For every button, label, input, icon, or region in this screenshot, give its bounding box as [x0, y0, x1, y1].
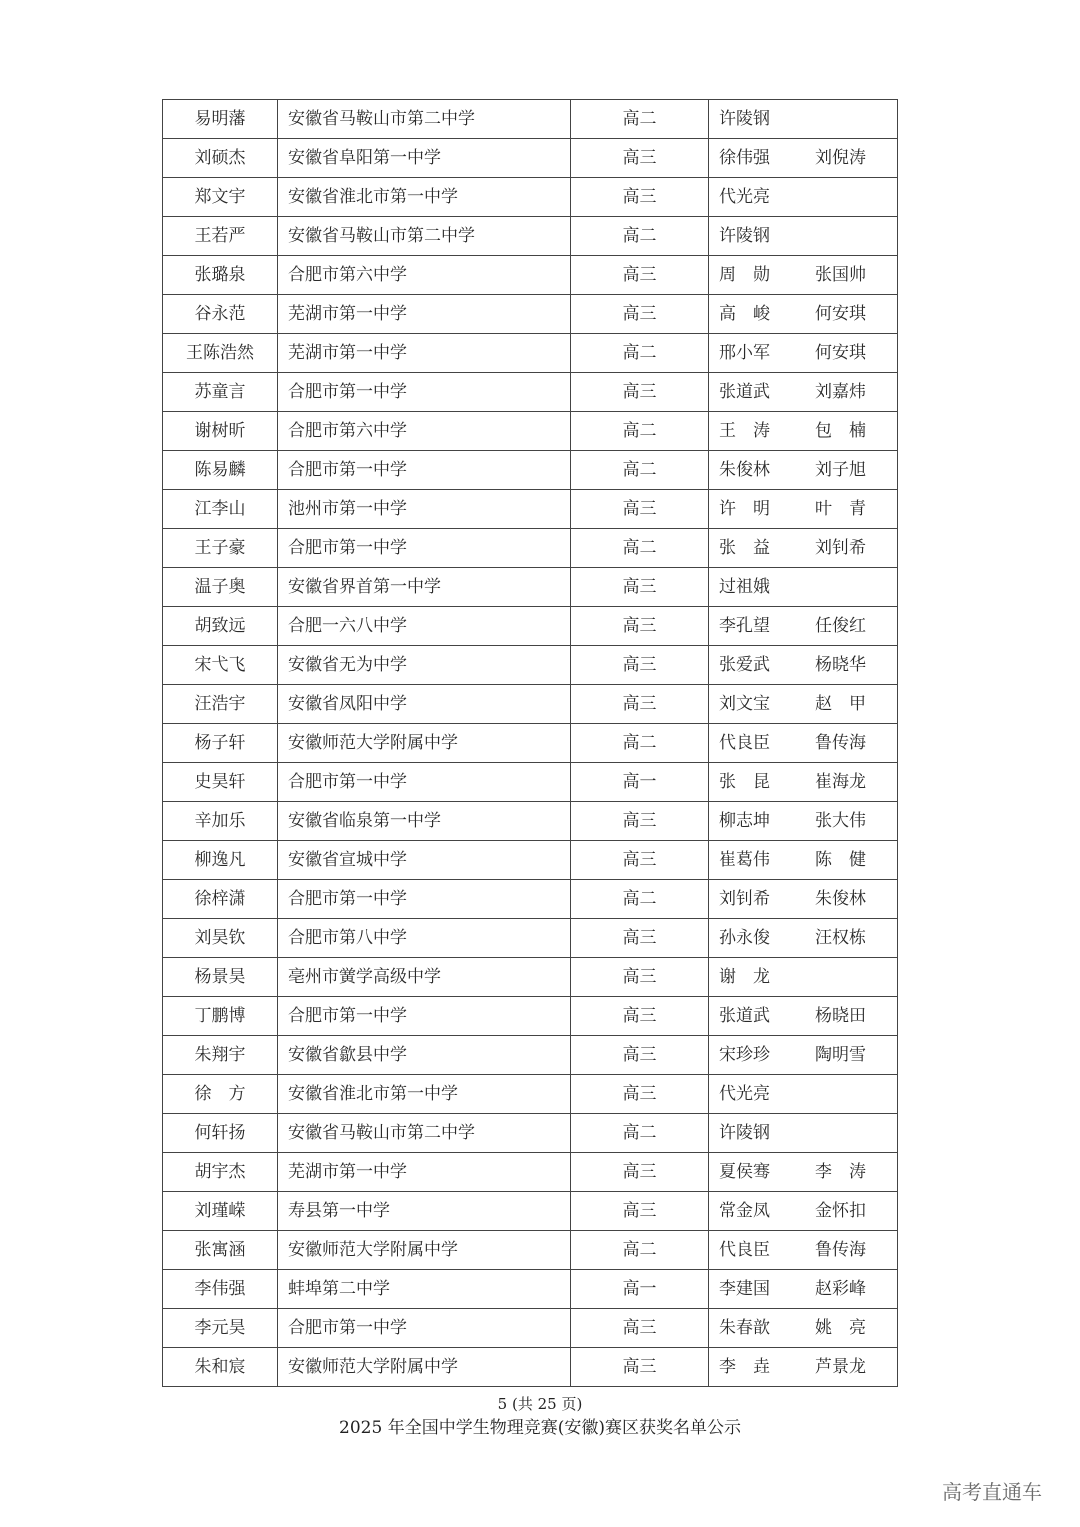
- school-name: 芜湖市第一中学: [278, 1153, 571, 1192]
- grade: 高三: [571, 841, 709, 880]
- coach-1: 代光亮: [719, 1084, 770, 1104]
- coaches: [709, 334, 898, 373]
- school-name: 合肥市第一中学: [278, 997, 571, 1036]
- table-row: [163, 412, 898, 451]
- table-row: [163, 763, 898, 802]
- student-name: 徐 方: [163, 1075, 278, 1114]
- student-name: 张寓涵: [163, 1231, 278, 1270]
- coach-1: 徐伟强: [719, 148, 770, 168]
- coach-1: 李孔望: [719, 616, 770, 636]
- student-name: 陈易麟: [163, 451, 278, 490]
- grade: 高三: [571, 568, 709, 607]
- grade: 高一: [571, 1270, 709, 1309]
- table-row: [163, 100, 898, 139]
- coach-1: 许陵钢: [719, 226, 770, 246]
- coach-2: 任俊红: [815, 616, 866, 636]
- grade: 高二: [571, 724, 709, 763]
- school-name: 合肥市第一中学: [278, 529, 571, 568]
- document-title: 2025 年全国中学生物理竞赛(安徽)赛区获奖名单公示: [339, 1418, 741, 1438]
- coach-1: 夏侯骞: [719, 1162, 770, 1182]
- table-row: [163, 1309, 898, 1348]
- grade: 高三: [571, 1192, 709, 1231]
- student-name: 杨子轩: [163, 724, 278, 763]
- school-name: 合肥市第一中学: [278, 763, 571, 802]
- coaches: [709, 529, 898, 568]
- coaches: [709, 490, 898, 529]
- coaches: [709, 763, 898, 802]
- coaches: [709, 724, 898, 763]
- coaches: [709, 139, 898, 178]
- table-row: [163, 1192, 898, 1231]
- grade: 高二: [571, 334, 709, 373]
- table-row: [163, 1153, 898, 1192]
- coaches: [709, 997, 898, 1036]
- coaches: [709, 295, 898, 334]
- table-row: [163, 217, 898, 256]
- school-name: 安徽省宣城中学: [278, 841, 571, 880]
- coaches: [709, 1348, 898, 1387]
- table-row: [163, 607, 898, 646]
- grade: 高三: [571, 1309, 709, 1348]
- table-row: [163, 919, 898, 958]
- school-name: 安徽师范大学附属中学: [278, 724, 571, 763]
- coach-1: 孙永俊: [719, 928, 770, 948]
- school-name: 合肥市第八中学: [278, 919, 571, 958]
- student-name: 王子豪: [163, 529, 278, 568]
- coaches: [709, 685, 898, 724]
- table-body: [163, 100, 898, 1387]
- coach-1: 王 涛: [719, 421, 770, 441]
- coach-1: 朱俊林: [719, 460, 770, 480]
- grade: 高三: [571, 256, 709, 295]
- coach-1: 朱春歆: [719, 1318, 770, 1338]
- student-name: 刘硕杰: [163, 139, 278, 178]
- grade: 高三: [571, 685, 709, 724]
- school-name: 池州市第一中学: [278, 490, 571, 529]
- coach-2: 刘钊希: [815, 538, 866, 558]
- school-name: 芜湖市第一中学: [278, 334, 571, 373]
- coach-2: 赵 甲: [815, 694, 866, 714]
- coach-1: 李 垚: [719, 1357, 770, 1377]
- school-name: 合肥市第六中学: [278, 256, 571, 295]
- coach-2: 陈 健: [815, 850, 866, 870]
- student-name: 江李山: [163, 490, 278, 529]
- table-row: [163, 958, 898, 997]
- coaches: [709, 1231, 898, 1270]
- coach-2: 崔海龙: [815, 772, 866, 792]
- school-name: 安徽省凤阳中学: [278, 685, 571, 724]
- coach-2: 汪权栋: [815, 928, 866, 948]
- coach-1: 邢小军: [719, 343, 770, 363]
- table-row: [163, 685, 898, 724]
- school-name: 合肥市第一中学: [278, 373, 571, 412]
- student-name: 柳逸凡: [163, 841, 278, 880]
- coach-2: 刘倪涛: [815, 148, 866, 168]
- coach-2: 鲁传海: [815, 1240, 866, 1260]
- coach-1: 许陵钢: [719, 1123, 770, 1143]
- coach-1: 张 昆: [719, 772, 770, 792]
- table-row: [163, 997, 898, 1036]
- coach-2: 何安琪: [815, 343, 866, 363]
- table-row: [163, 1231, 898, 1270]
- school-name: 安徽师范大学附属中学: [278, 1348, 571, 1387]
- coaches: [709, 1036, 898, 1075]
- grade: 高三: [571, 997, 709, 1036]
- coach-1: 李建国: [719, 1279, 770, 1299]
- coach-1: 柳志坤: [719, 811, 770, 831]
- student-name: 李伟强: [163, 1270, 278, 1309]
- coaches: [709, 100, 898, 139]
- coach-2: 杨晓华: [815, 655, 866, 675]
- table-row: [163, 178, 898, 217]
- coach-1: 谢 龙: [719, 967, 770, 987]
- table-row: [163, 802, 898, 841]
- grade: 高三: [571, 958, 709, 997]
- school-name: 合肥市第一中学: [278, 451, 571, 490]
- coaches: [709, 1270, 898, 1309]
- school-name: 安徽省马鞍山市第二中学: [278, 217, 571, 256]
- coach-1: 张 益: [719, 538, 770, 558]
- coach-2: 叶 青: [815, 499, 866, 519]
- coach-1: 张道武: [719, 382, 770, 402]
- grade: 高二: [571, 451, 709, 490]
- coach-2: 张国帅: [815, 265, 866, 285]
- coach-1: 宋珍珍: [719, 1045, 770, 1065]
- coaches: [709, 919, 898, 958]
- table-row: [163, 1270, 898, 1309]
- school-name: 安徽省马鞍山市第二中学: [278, 1114, 571, 1153]
- coach-2: 朱俊林: [815, 889, 866, 909]
- grade: 高三: [571, 1348, 709, 1387]
- coach-2: 姚 亮: [815, 1318, 866, 1338]
- coach-1: 过祖娥: [719, 577, 770, 597]
- student-name: 苏童言: [163, 373, 278, 412]
- coaches: [709, 256, 898, 295]
- table-row: [163, 1036, 898, 1075]
- grade: 高二: [571, 1114, 709, 1153]
- student-name: 史昊轩: [163, 763, 278, 802]
- grade: 高三: [571, 139, 709, 178]
- coaches: [709, 178, 898, 217]
- table-row: [163, 1114, 898, 1153]
- coach-1: 张爱武: [719, 655, 770, 675]
- student-name: 刘瑾嵘: [163, 1192, 278, 1231]
- table-row: [163, 880, 898, 919]
- coaches: [709, 373, 898, 412]
- coaches: [709, 217, 898, 256]
- student-name: 汪浩宇: [163, 685, 278, 724]
- school-name: 安徽省无为中学: [278, 646, 571, 685]
- grade: 高三: [571, 1075, 709, 1114]
- page-number: 5 (共 25 页): [497, 1395, 583, 1413]
- table-row: [163, 256, 898, 295]
- table-row: [163, 724, 898, 763]
- coach-2: 金怀扣: [815, 1201, 866, 1221]
- coach-1: 代良臣: [719, 733, 770, 753]
- student-name: 徐梓潇: [163, 880, 278, 919]
- coach-2: 赵彩峰: [815, 1279, 866, 1299]
- student-name: 张璐泉: [163, 256, 278, 295]
- school-name: 安徽省歙县中学: [278, 1036, 571, 1075]
- coach-1: 刘文宝: [719, 694, 770, 714]
- school-name: 安徽省阜阳第一中学: [278, 139, 571, 178]
- grade: 高二: [571, 529, 709, 568]
- coaches: [709, 568, 898, 607]
- coaches: [709, 646, 898, 685]
- coaches: [709, 958, 898, 997]
- coaches: [709, 1114, 898, 1153]
- coach-1: 许 明: [719, 499, 770, 519]
- school-name: 合肥市第一中学: [278, 1309, 571, 1348]
- table-row: [163, 529, 898, 568]
- student-name: 谢树昕: [163, 412, 278, 451]
- coach-1: 常金凤: [719, 1201, 770, 1221]
- school-name: 亳州市黉学高级中学: [278, 958, 571, 997]
- table-row: [163, 490, 898, 529]
- grade: 高三: [571, 295, 709, 334]
- school-name: 蚌埠第二中学: [278, 1270, 571, 1309]
- grade: 高三: [571, 919, 709, 958]
- table-row: [163, 1348, 898, 1387]
- school-name: 合肥市第一中学: [278, 880, 571, 919]
- school-name: 安徽省马鞍山市第二中学: [278, 100, 571, 139]
- grade: 高二: [571, 412, 709, 451]
- coach-2: 刘子旭: [815, 460, 866, 480]
- coaches: [709, 841, 898, 880]
- student-name: 朱和宸: [163, 1348, 278, 1387]
- school-name: 寿县第一中学: [278, 1192, 571, 1231]
- grade: 高三: [571, 607, 709, 646]
- coaches: [709, 1309, 898, 1348]
- coaches: [709, 880, 898, 919]
- student-name: 丁鹏博: [163, 997, 278, 1036]
- coaches: [709, 802, 898, 841]
- coach-1: 高 峻: [719, 304, 770, 324]
- table-row: [163, 841, 898, 880]
- coach-2: 何安琪: [815, 304, 866, 324]
- student-name: 辛加乐: [163, 802, 278, 841]
- student-name: 刘昊钦: [163, 919, 278, 958]
- table-row: [163, 1075, 898, 1114]
- table-row: [163, 646, 898, 685]
- table-row: [163, 139, 898, 178]
- school-name: 合肥一六八中学: [278, 607, 571, 646]
- grade: 高二: [571, 217, 709, 256]
- grade: 高三: [571, 802, 709, 841]
- table-row: [163, 334, 898, 373]
- coach-1: 代良臣: [719, 1240, 770, 1260]
- school-name: 合肥市第六中学: [278, 412, 571, 451]
- award-list-table: [162, 99, 898, 1387]
- student-name: 朱翔宇: [163, 1036, 278, 1075]
- student-name: 胡致远: [163, 607, 278, 646]
- coach-1: 代光亮: [719, 187, 770, 207]
- grade: 高三: [571, 490, 709, 529]
- coaches: [709, 412, 898, 451]
- student-name: 温子奥: [163, 568, 278, 607]
- grade: 高三: [571, 373, 709, 412]
- student-name: 易明藩: [163, 100, 278, 139]
- grade: 高三: [571, 1036, 709, 1075]
- school-name: 安徽省淮北市第一中学: [278, 1075, 571, 1114]
- coach-2: 包 楠: [815, 421, 866, 441]
- student-name: 宋弋飞: [163, 646, 278, 685]
- school-name: 安徽省淮北市第一中学: [278, 178, 571, 217]
- coach-1: 崔葛伟: [719, 850, 770, 870]
- coaches: [709, 1192, 898, 1231]
- table-row: [163, 568, 898, 607]
- table-row: [163, 373, 898, 412]
- student-name: 何轩扬: [163, 1114, 278, 1153]
- coach-2: 芦景龙: [815, 1357, 866, 1377]
- coaches: [709, 1075, 898, 1114]
- grade: 高三: [571, 178, 709, 217]
- coach-1: 刘钊希: [719, 889, 770, 909]
- student-name: 李元昊: [163, 1309, 278, 1348]
- student-name: 王陈浩然: [163, 334, 278, 373]
- student-name: 杨景昊: [163, 958, 278, 997]
- coach-2: 刘嘉炜: [815, 382, 866, 402]
- coach-2: 鲁传海: [815, 733, 866, 753]
- student-name: 谷永范: [163, 295, 278, 334]
- school-name: 安徽省临泉第一中学: [278, 802, 571, 841]
- coach-2: 杨晓田: [815, 1006, 866, 1026]
- grade: 高二: [571, 100, 709, 139]
- coach-2: 李 涛: [815, 1162, 866, 1182]
- student-name: 郑文宇: [163, 178, 278, 217]
- grade: 高三: [571, 1153, 709, 1192]
- coach-2: 张大伟: [815, 811, 866, 831]
- student-name: 王若严: [163, 217, 278, 256]
- coach-1: 许陵钢: [719, 109, 770, 129]
- school-name: 安徽省界首第一中学: [278, 568, 571, 607]
- grade: 高三: [571, 646, 709, 685]
- coach-1: 张道武: [719, 1006, 770, 1026]
- table-row: [163, 451, 898, 490]
- coaches: [709, 607, 898, 646]
- grade: 高二: [571, 880, 709, 919]
- coach-2: 陶明雪: [815, 1045, 866, 1065]
- school-name: 芜湖市第一中学: [278, 295, 571, 334]
- coach-1: 周 勋: [719, 265, 770, 285]
- coaches: [709, 451, 898, 490]
- school-name: 安徽师范大学附属中学: [278, 1231, 571, 1270]
- coaches: [709, 1153, 898, 1192]
- watermark: 高考直通车: [942, 1480, 1042, 1504]
- table-row: [163, 295, 898, 334]
- grade: 高二: [571, 1231, 709, 1270]
- student-name: 胡宇杰: [163, 1153, 278, 1192]
- grade: 高一: [571, 763, 709, 802]
